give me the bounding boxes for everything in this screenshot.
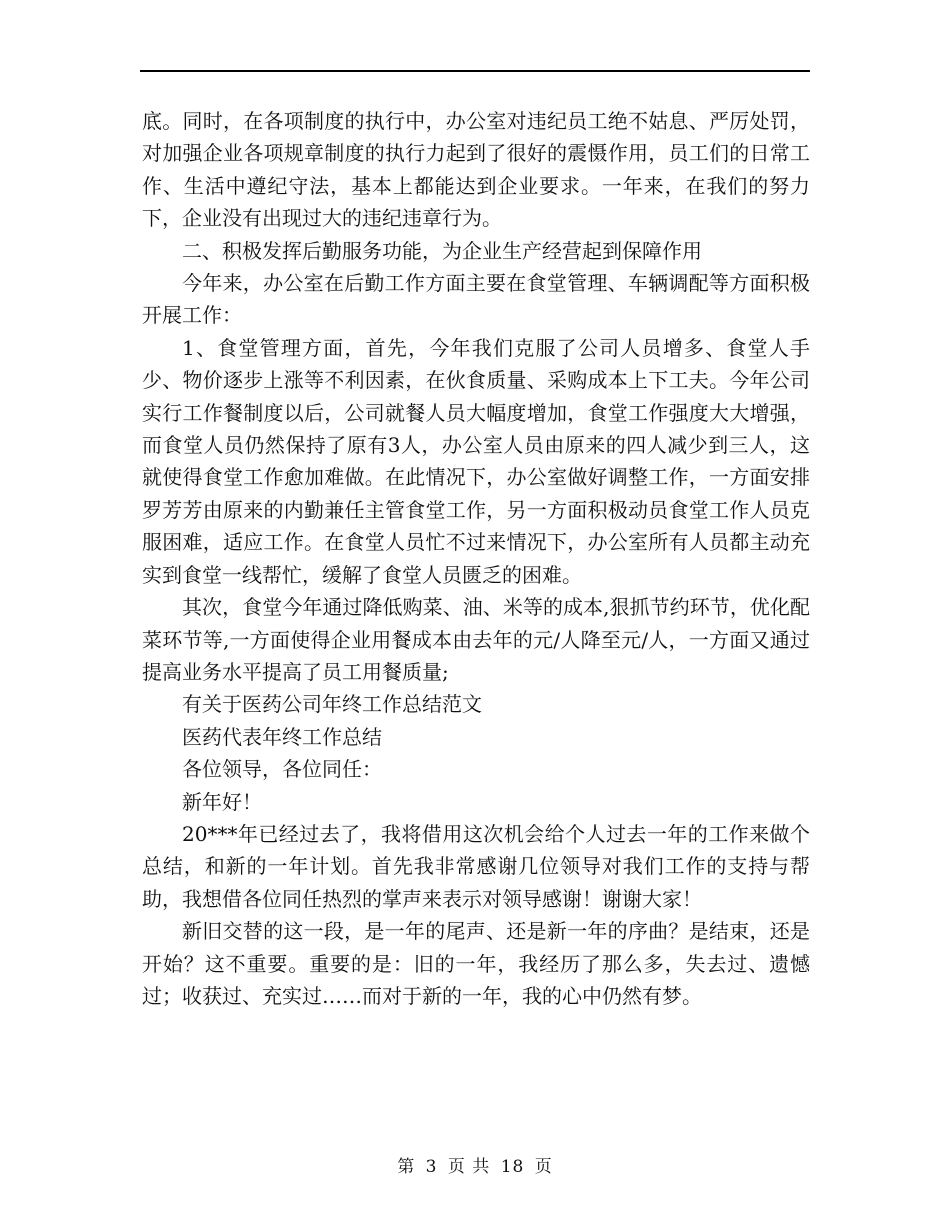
paragraph-3: 今年来，办公室在后勤工作方面主要在食堂管理、车辆调配等方面积极开展工作： — [142, 271, 810, 328]
page-number: 3 — [425, 1157, 438, 1177]
footer-suffix: 页 — [534, 1157, 553, 1177]
article-title: 有关于医药公司年终工作总结范文 — [182, 692, 482, 717]
page-total: 18 — [500, 1157, 525, 1177]
body-text — [142, 105, 810, 1012]
page-footer — [0, 1152, 950, 1177]
paragraph-5: 其次，食堂今年通过降低购菜、油、米等的成本,狠抓节约环节，优化配菜环节等,一方面使得企业用餐成本由去年的元/人降至元/人，一方面又通过提高业务水平提高了员工用餐质量; — [142, 595, 810, 684]
paragraph-11: 新旧交替的这一段，是一年的尾声、还是新一年的序曲？是结束，还是开始？这不重要。重要的是：旧的一年，我经历了那么多，失去过、遗憾过；收获过、充实过……而对于新的一年，我的心中仍然有梦。 — [142, 919, 810, 1008]
greeting: 新年好！ — [182, 789, 262, 814]
footer-prefix: 第 — [397, 1157, 416, 1177]
salutation: 各位领导，各位同任： — [182, 757, 382, 782]
footer-middle: 页 共 — [447, 1157, 491, 1177]
paragraph-4: 1、食堂管理方面，首先，今年我们克服了公司人员增多、食堂人手少、物价逐步上涨等不利因素，在伙食质量、采购成本上下工夫。今年公司实行工作餐制度以后，公司就餐人员大幅度增加，食堂工作强度大大增强，而食堂人员仍然保持了原有3人，办公室人员由原来的四人减少到三人，这就使得食堂工作愈加难做。在此情况下，办公室做好调整工作，一方面安排罗芳芳由原来的内勤兼任主管食堂工作，另一方面积极动员食堂工作人员克服困难，适应工作。在食堂人员忙不过来情况下，办公室所有人员都主动充实到食堂一线帮忙，缓解了食堂人员匮乏的困难。 — [142, 335, 810, 587]
paragraph-1: 底。同时，在各项制度的执行中，办公室对违纪员工绝不姑息、严厉处罚，对加强企业各项规章制度的执行力起到了很好的震慑作用，员工们的日常工作、生活中遵纪守法，基本上都能达到企业要求。一年来，在我们的努力下，企业没有出现过大的违纪违章行为。 — [142, 109, 810, 231]
section-heading: 二、积极发挥后勤服务功能，为企业生产经营起到保障作用 — [182, 238, 702, 263]
article-subtitle: 医药代表年终工作总结 — [182, 724, 382, 749]
header-rule — [140, 70, 810, 72]
paragraph-10: 20***年已经过去了，我将借用这次机会给个人过去一年的工作来做个总结，和新的一年计划。首先我非常感谢几位领导对我们工作的支持与帮助，我想借各位同任热烈的掌声来表示对领导感谢！谢谢大家！ — [142, 821, 810, 911]
